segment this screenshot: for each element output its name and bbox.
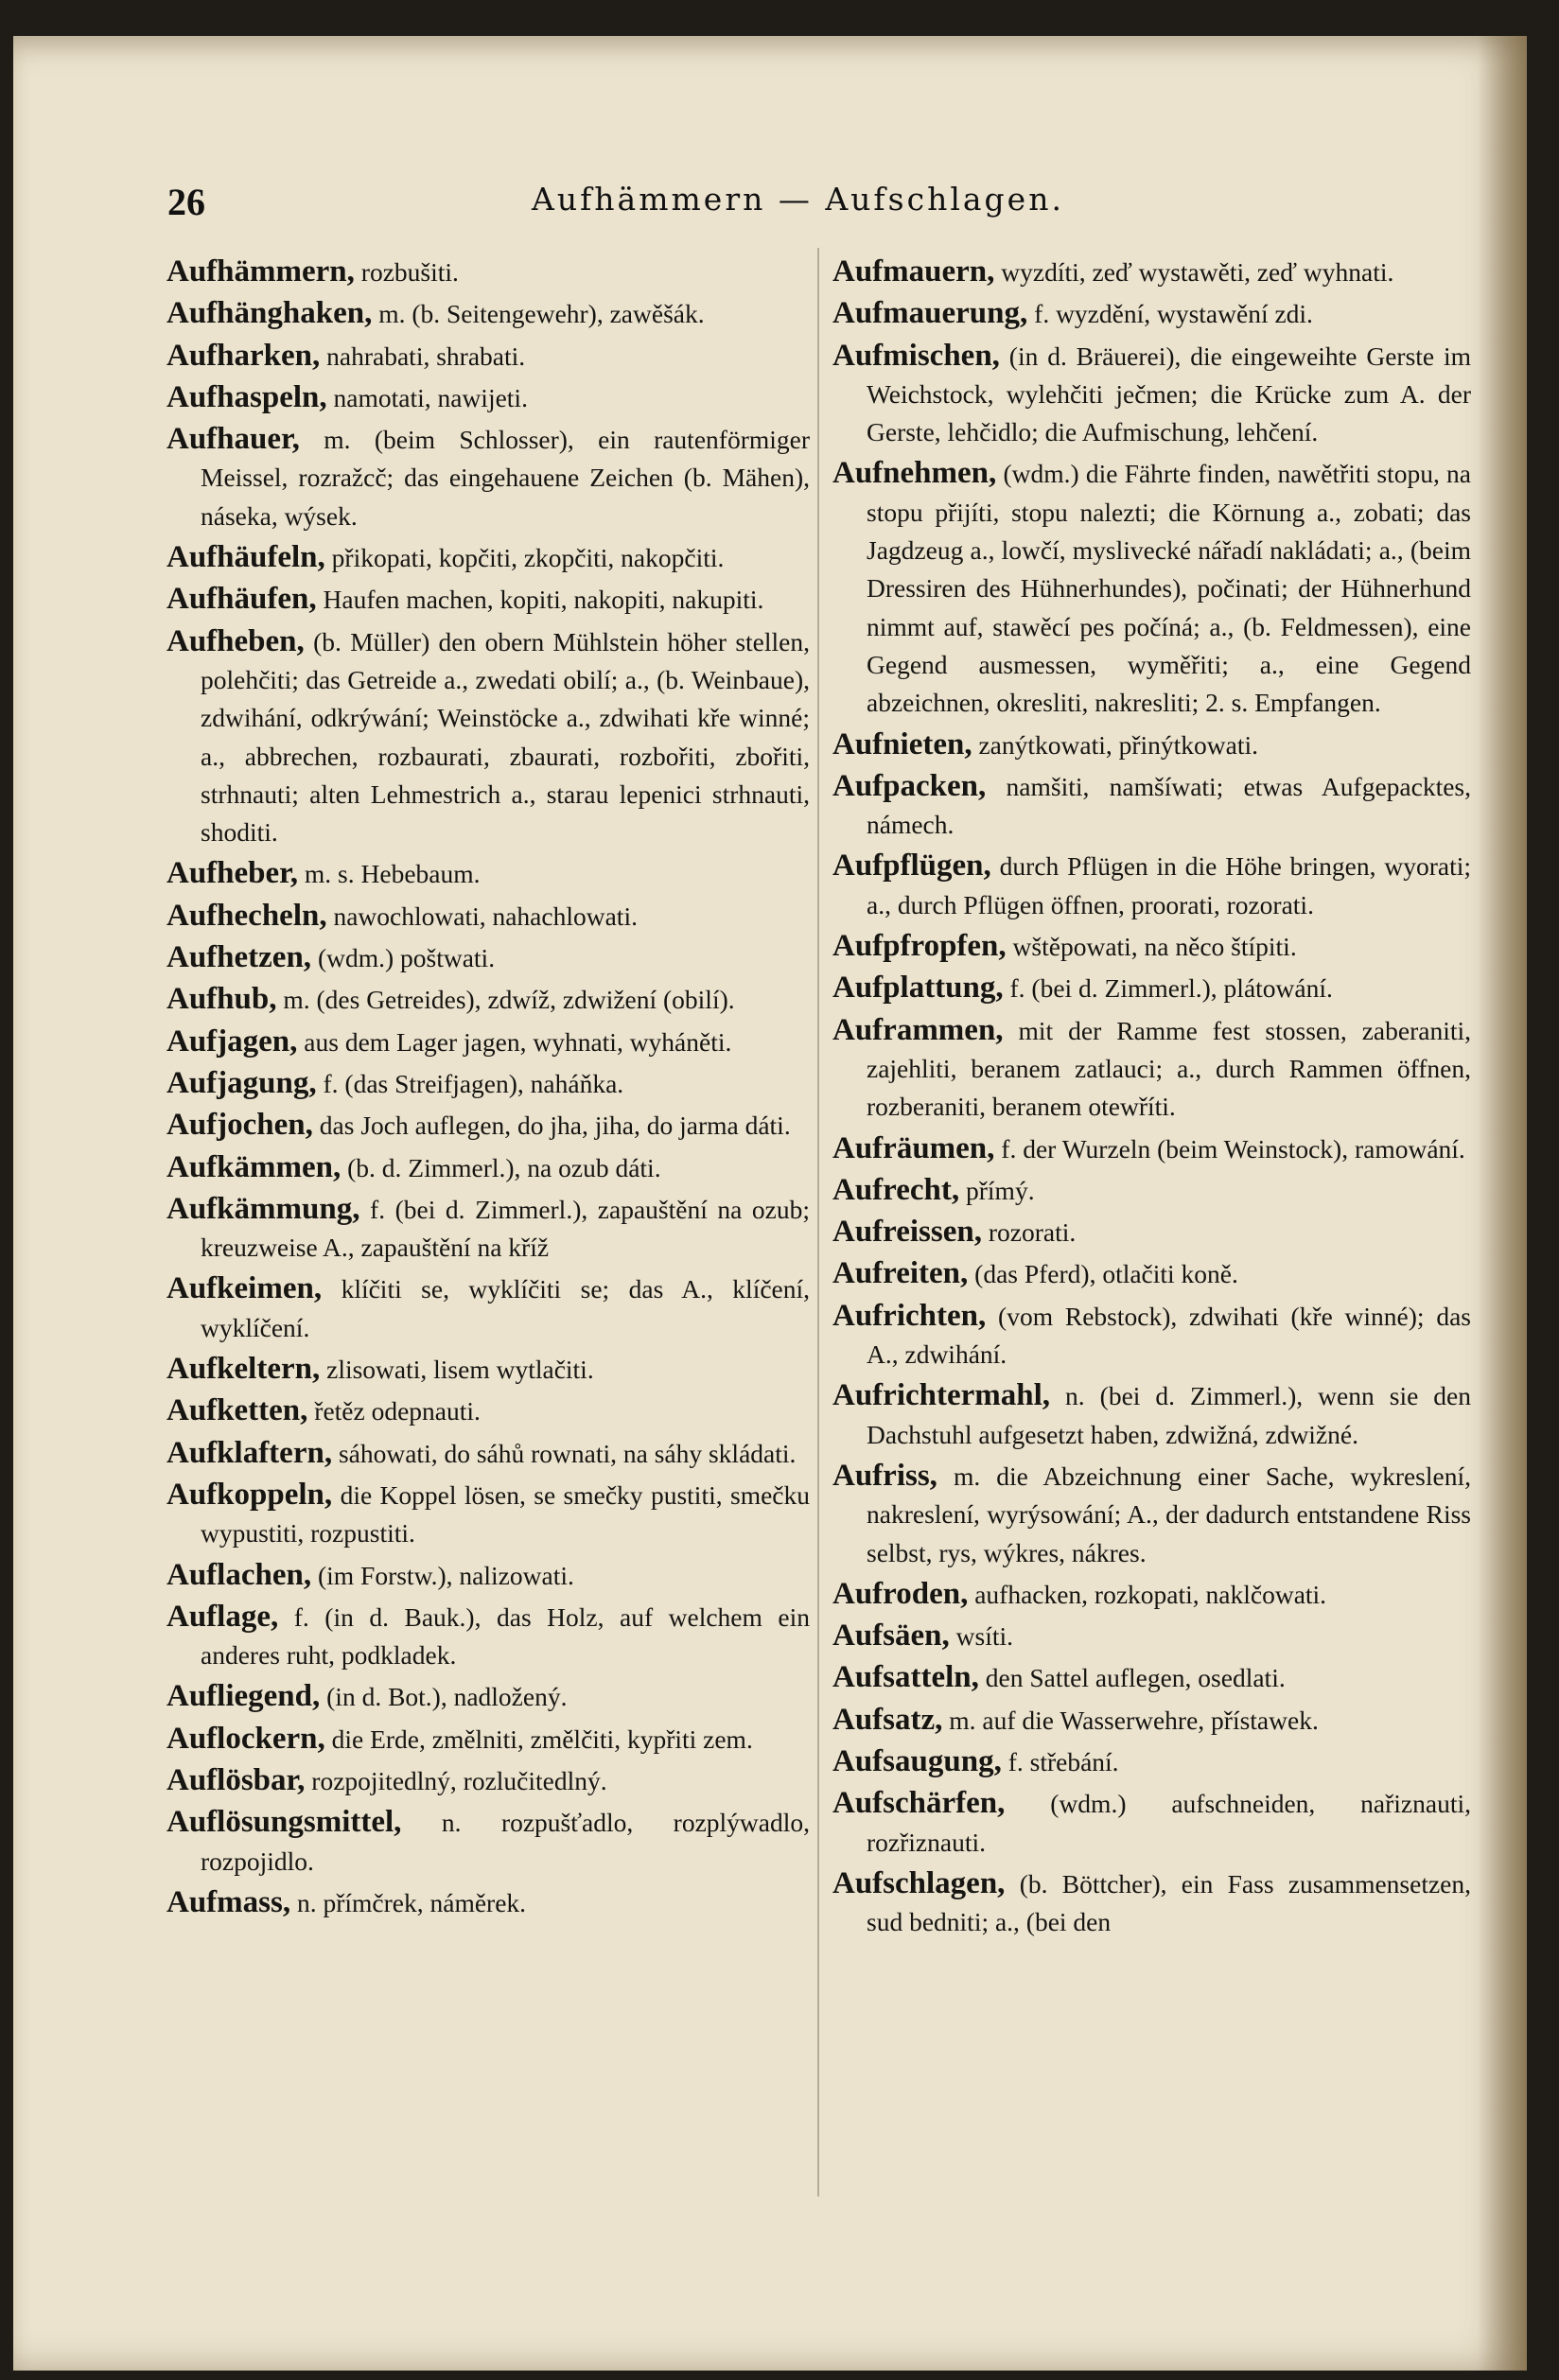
dictionary-entry	[832, 1617, 1471, 1655]
headword: Aufschärfen,	[832, 1786, 1006, 1821]
definition: f. der Wurzeln (beim Weinstock), ramowání.	[1001, 1133, 1465, 1164]
dictionary-entry	[832, 1129, 1471, 1168]
dictionary-entry	[166, 980, 810, 1019]
headword: Aufkämmung,	[166, 1191, 360, 1226]
definition: namotati, nawijeti.	[333, 382, 528, 412]
definition: zlisowati, lisem wytlačiti.	[326, 1355, 594, 1385]
dictionary-entry	[166, 1269, 810, 1347]
dictionary-entry	[832, 726, 1471, 764]
dictionary-entry	[166, 1350, 810, 1389]
dictionary-entry	[166, 1761, 810, 1800]
headword: Aufplattung,	[832, 971, 1004, 1006]
definition: přímý.	[966, 1175, 1035, 1205]
dictionary-entry	[832, 294, 1471, 333]
definition: die Koppel lösen, se smečky pustiti, smečku wypustiti, rozpustiti.	[201, 1479, 811, 1549]
definition: n. přímčrek, náměrek.	[296, 1887, 527, 1917]
definition: (wdm.) aufschneiden, nařiznauti, rozřiznauti.	[867, 1789, 1471, 1857]
dictionary-entry	[832, 1784, 1471, 1862]
headword: Aufreiten,	[832, 1256, 969, 1291]
definition: wyzdíti, zeď wystawěti, zeď wyhnati.	[1001, 257, 1394, 287]
headword: Aufmischen,	[832, 338, 1000, 373]
definition: f. (bei d. Zimmerl.), plátowání.	[1009, 973, 1333, 1004]
dictionary-entry	[832, 767, 1471, 845]
dictionary-entry	[166, 420, 810, 535]
headword: Aufmass,	[166, 1884, 291, 1919]
dictionary-entry	[166, 337, 810, 376]
headword: Aufpacken,	[832, 768, 987, 803]
definition: n. rozpušťadlo, rozplýwadlo, rozpojidlo.	[201, 1808, 810, 1876]
dictionary-entry	[832, 1171, 1471, 1210]
headword: Aufketten,	[166, 1393, 308, 1428]
headword: Aufhäufeln,	[166, 540, 325, 575]
headword: Aufkoppeln,	[166, 1477, 333, 1512]
dictionary-entry	[166, 1391, 810, 1430]
dictionary-entry	[832, 1575, 1471, 1614]
dictionary-entry	[832, 1213, 1471, 1251]
headword: Aufsatz,	[832, 1702, 943, 1737]
column-separator	[817, 248, 819, 2196]
definition: f. wyzdění, wystawění zdi.	[1034, 299, 1313, 329]
headword: Aufhub,	[166, 982, 277, 1017]
dictionary-entry	[832, 1742, 1471, 1781]
headword: Aufrichten,	[832, 1298, 987, 1333]
definition: sáhowati, do sáhů rownati, na sáhy skládati.	[338, 1438, 797, 1468]
definition: přikopati, kopčiti, zkopčiti, nakopčiti.	[331, 543, 725, 573]
definition: (in d. Bräuerei), die eingeweihte Gerste im Weichstock, wylehčiti ječmen; die Krücke zum A. der Gerste, lehčidlo; die Aufmischung, lehčení.	[867, 341, 1472, 447]
dictionary-entry	[166, 1883, 810, 1922]
dictionary-entry	[832, 1297, 1471, 1374]
headword: Aufhänghaken,	[166, 296, 373, 331]
dictionary-entry	[166, 1148, 810, 1187]
definition: (das Pferd), otlačiti koně.	[974, 1259, 1238, 1289]
definition: f. (in d. Bauk.), das Holz, auf welchem ein anderes ruht, podkladek.	[201, 1601, 810, 1671]
definition: rozbušiti.	[360, 257, 459, 287]
headword: Aufhäufen,	[166, 582, 317, 617]
definition: rozorati.	[988, 1217, 1077, 1248]
dictionary-entry	[166, 253, 810, 291]
definition: nawochlowati, nahachlowati.	[333, 901, 638, 931]
headword: Aufreissen,	[832, 1215, 982, 1250]
headword: Aufklaftern,	[166, 1435, 333, 1470]
definition: m. (des Getreides), zdwíž, zdwižení (obilí).	[283, 985, 735, 1015]
headword: Auflösbar,	[166, 1762, 306, 1797]
headword: Auflockern,	[166, 1721, 325, 1756]
left-column	[166, 253, 810, 1925]
dictionary-entry	[832, 927, 1471, 966]
headword: Aufjagen,	[166, 1024, 298, 1059]
headword: Aufrecht,	[832, 1172, 960, 1207]
headword: Aufkeimen,	[166, 1271, 323, 1306]
headword: Aufhämmern,	[166, 254, 355, 289]
definition: (b. Böttcher), ein Fass zusammensetzen, sud bedniti; a., (bei den	[867, 1868, 1471, 1937]
dictionary-entry	[832, 1457, 1471, 1572]
page-edge-shadow	[1478, 36, 1527, 2371]
dictionary-entry	[832, 454, 1471, 722]
headword: Aufhetzen,	[166, 940, 312, 975]
dictionary-entry	[166, 1556, 810, 1595]
dictionary-entry	[166, 1720, 810, 1759]
dictionary-entry	[166, 1476, 810, 1553]
headword: Aufsäen,	[832, 1619, 950, 1654]
dictionary-entry	[832, 847, 1471, 924]
definition: (b. Müller) den obern Mühlstein höher stellen, polehčiti; das Getreide a., zwedati obilí; a., (b. Weinbaue), zdwihání, odkrýwání; Weinstöcke a., zdwihati kře winné; a., abbrechen, rozbaurati, zbaurati, rozbořiti, zbořiti, strhnauti; alten Lehmestrich a., starau lepenici strhnauti, shoditi.	[201, 626, 810, 848]
definition: f. (das Streifjagen), naháňka.	[323, 1068, 624, 1098]
dictionary-entry	[166, 1190, 810, 1268]
definition: zanýtkowati, přinýtkowati.	[978, 729, 1259, 760]
dictionary-entry	[166, 1434, 810, 1473]
definition: m. auf die Wasserwehre, přístawek.	[949, 1705, 1319, 1735]
dictionary-entry	[166, 1598, 810, 1675]
definition: wštěpowati, na něco štípiti.	[1012, 932, 1297, 962]
headword: Aufhauer,	[166, 422, 300, 457]
dictionary-entry	[166, 622, 810, 852]
dictionary-entry	[832, 1658, 1471, 1697]
headword: Aufsaugung,	[832, 1743, 1002, 1778]
dictionary-entry	[166, 1106, 810, 1145]
definition: (in d. Bot.), nadložený.	[326, 1682, 568, 1712]
headword: Aufkämmen,	[166, 1149, 342, 1184]
definition: durch Pflügen in die Höhe bringen, wyorati; a., durch Pflügen öffnen, proorati, rozorati.	[867, 851, 1471, 919]
definition: nahrabati, shrabati.	[326, 341, 526, 371]
headword: Aufnieten,	[832, 726, 972, 761]
definition: m. (beim Schlosser), ein rautenförmiger Meissel, rozražcč; das eingehauene Zeichen (b. Mähen), náseka, wýsek.	[201, 425, 810, 531]
page-number: 26	[167, 181, 205, 223]
definition: mit der Ramme fest stossen, zaberaniti, zajehliti, beranem zatlauci; a., durch Rammen öffnen, rozberaniti, beranem otewříti.	[867, 1015, 1471, 1122]
headword: Aufroden,	[832, 1576, 969, 1611]
headword: Aufpflügen,	[832, 849, 991, 884]
definition: f. (bei d. Zimmerl.), zapauštění na ozub; kreuzweise A., zapauštění na kříž	[201, 1194, 811, 1263]
headword: Auflage,	[166, 1599, 279, 1634]
definition: aus dem Lager jagen, wyhnati, wyháněti.	[304, 1026, 732, 1057]
dictionary-entry	[832, 1254, 1471, 1293]
headword: Auflösungsmittel,	[166, 1805, 402, 1840]
headword: Aufmauern,	[832, 254, 995, 289]
dictionary-entry	[832, 1864, 1471, 1942]
headword: Aufschlagen,	[832, 1865, 1006, 1900]
dictionary-entry	[166, 897, 810, 936]
dictionary-entry	[166, 854, 810, 893]
definition: m. (b. Seitengewehr), zawěšák.	[378, 299, 705, 329]
right-column	[832, 253, 1471, 1944]
headword: Aufheber,	[166, 856, 299, 891]
definition: Haufen machen, kopiti, nakopiti, nakupiti.	[323, 585, 764, 615]
definition: řetěz odepnauti.	[314, 1396, 481, 1426]
headword: Aufliegend,	[166, 1679, 321, 1714]
definition: (wdm.) poštwati.	[317, 943, 496, 973]
dictionary-entry	[832, 1376, 1471, 1454]
definition: das Joch auflegen, do jha, jiha, do jarma dáti.	[319, 1111, 791, 1141]
dictionary-entry	[832, 253, 1471, 291]
headword: Aufkeltern,	[166, 1352, 321, 1387]
headword: Auframmen,	[832, 1012, 1004, 1047]
definition: (b. d. Zimmerl.), na ozub dáti.	[347, 1152, 661, 1182]
definition: die Erde, změlniti, změlčiti, kypřiti zem.	[331, 1724, 753, 1754]
headword: Aufjochen,	[166, 1108, 313, 1143]
dictionary-entry	[166, 580, 810, 619]
dictionary-entry	[832, 1701, 1471, 1740]
definition: (vom Rebstock), zdwihati (kře winné); das A., zdwihání.	[867, 1301, 1472, 1370]
definition: f. střebání.	[1007, 1746, 1119, 1776]
definition: wsíti.	[955, 1621, 1014, 1652]
headword: Aufharken,	[166, 338, 321, 373]
headword: Aufräumen,	[832, 1130, 995, 1165]
headword: Auflachen,	[166, 1557, 312, 1592]
dictionary-entry	[166, 1677, 810, 1716]
dictionary-entry	[832, 1011, 1471, 1127]
dictionary-entry	[166, 938, 810, 977]
headword: Aufjagung,	[166, 1065, 317, 1100]
dictionary-entry	[832, 337, 1471, 452]
headword: Aufheben,	[166, 623, 305, 658]
definition: m. die Abzeichnung einer Sache, wykreslení, nakreslení, wyrýsowání; A., der dadurch entstandene Riss selbst, rys, wýkres, nákres.	[867, 1461, 1471, 1567]
definition: den Sattel auflegen, osedlati.	[985, 1663, 1286, 1693]
headword: Aufrichtermahl,	[832, 1378, 1051, 1413]
definition: (im Forstw.), nalizowati.	[317, 1560, 574, 1590]
headword: Aufsatteln,	[832, 1660, 979, 1695]
dictionary-entry	[166, 378, 810, 417]
headword: Aufmauerung,	[832, 296, 1028, 331]
headword: Aufhaspeln,	[166, 379, 327, 414]
definition: aufhacken, rozkopati, naklčowati.	[974, 1579, 1327, 1609]
headword: Aufriss,	[832, 1458, 937, 1493]
definition: namšiti, namšíwati; etwas Aufgepacktes, námech.	[867, 771, 1471, 840]
dictionary-entry	[166, 1803, 810, 1881]
dictionary-entry	[832, 969, 1471, 1007]
running-head: Aufhämmern — Aufschlagen.	[532, 181, 1064, 218]
definition: klíčiti se, wyklíčiti se; das A., klíčení, wyklíčení.	[201, 1274, 811, 1342]
dictionary-entry	[166, 1064, 810, 1103]
definition: n. (bei d. Zimmerl.), wenn sie den Dachstuhl aufgesetzt haben, zdwižná, zdwižné.	[867, 1381, 1471, 1449]
headword: Aufhecheln,	[166, 898, 327, 933]
dictionary-entry	[166, 538, 810, 577]
dictionary-entry	[166, 294, 810, 333]
headword: Aufnehmen,	[832, 456, 997, 491]
definition: m. s. Hebebaum.	[304, 859, 481, 889]
headword: Aufpfropfen,	[832, 929, 1007, 964]
dictionary-entry	[166, 1023, 810, 1061]
definition: (wdm.) die Fährte finden, nawětřiti stopu, na stopu přijíti, stopu nalezti; die Körnung a., zobati; das Jagdzeug a., lowčí, myslivecké nářadí nakládati; a., (beim Dressiren des Hühnerhundes), počinati; der Hühnerhund nimmt auf, stawěcí pes počíná; a., (b. Feldmessen), eine Gegend ausmessen, wyměřiti; a., eine Gegend abzeichnen, okresliti, nakresliti; 2. s. Empfangen.	[867, 459, 1471, 718]
definition: rozpojitedlný, rozlučitedlný.	[311, 1765, 607, 1795]
